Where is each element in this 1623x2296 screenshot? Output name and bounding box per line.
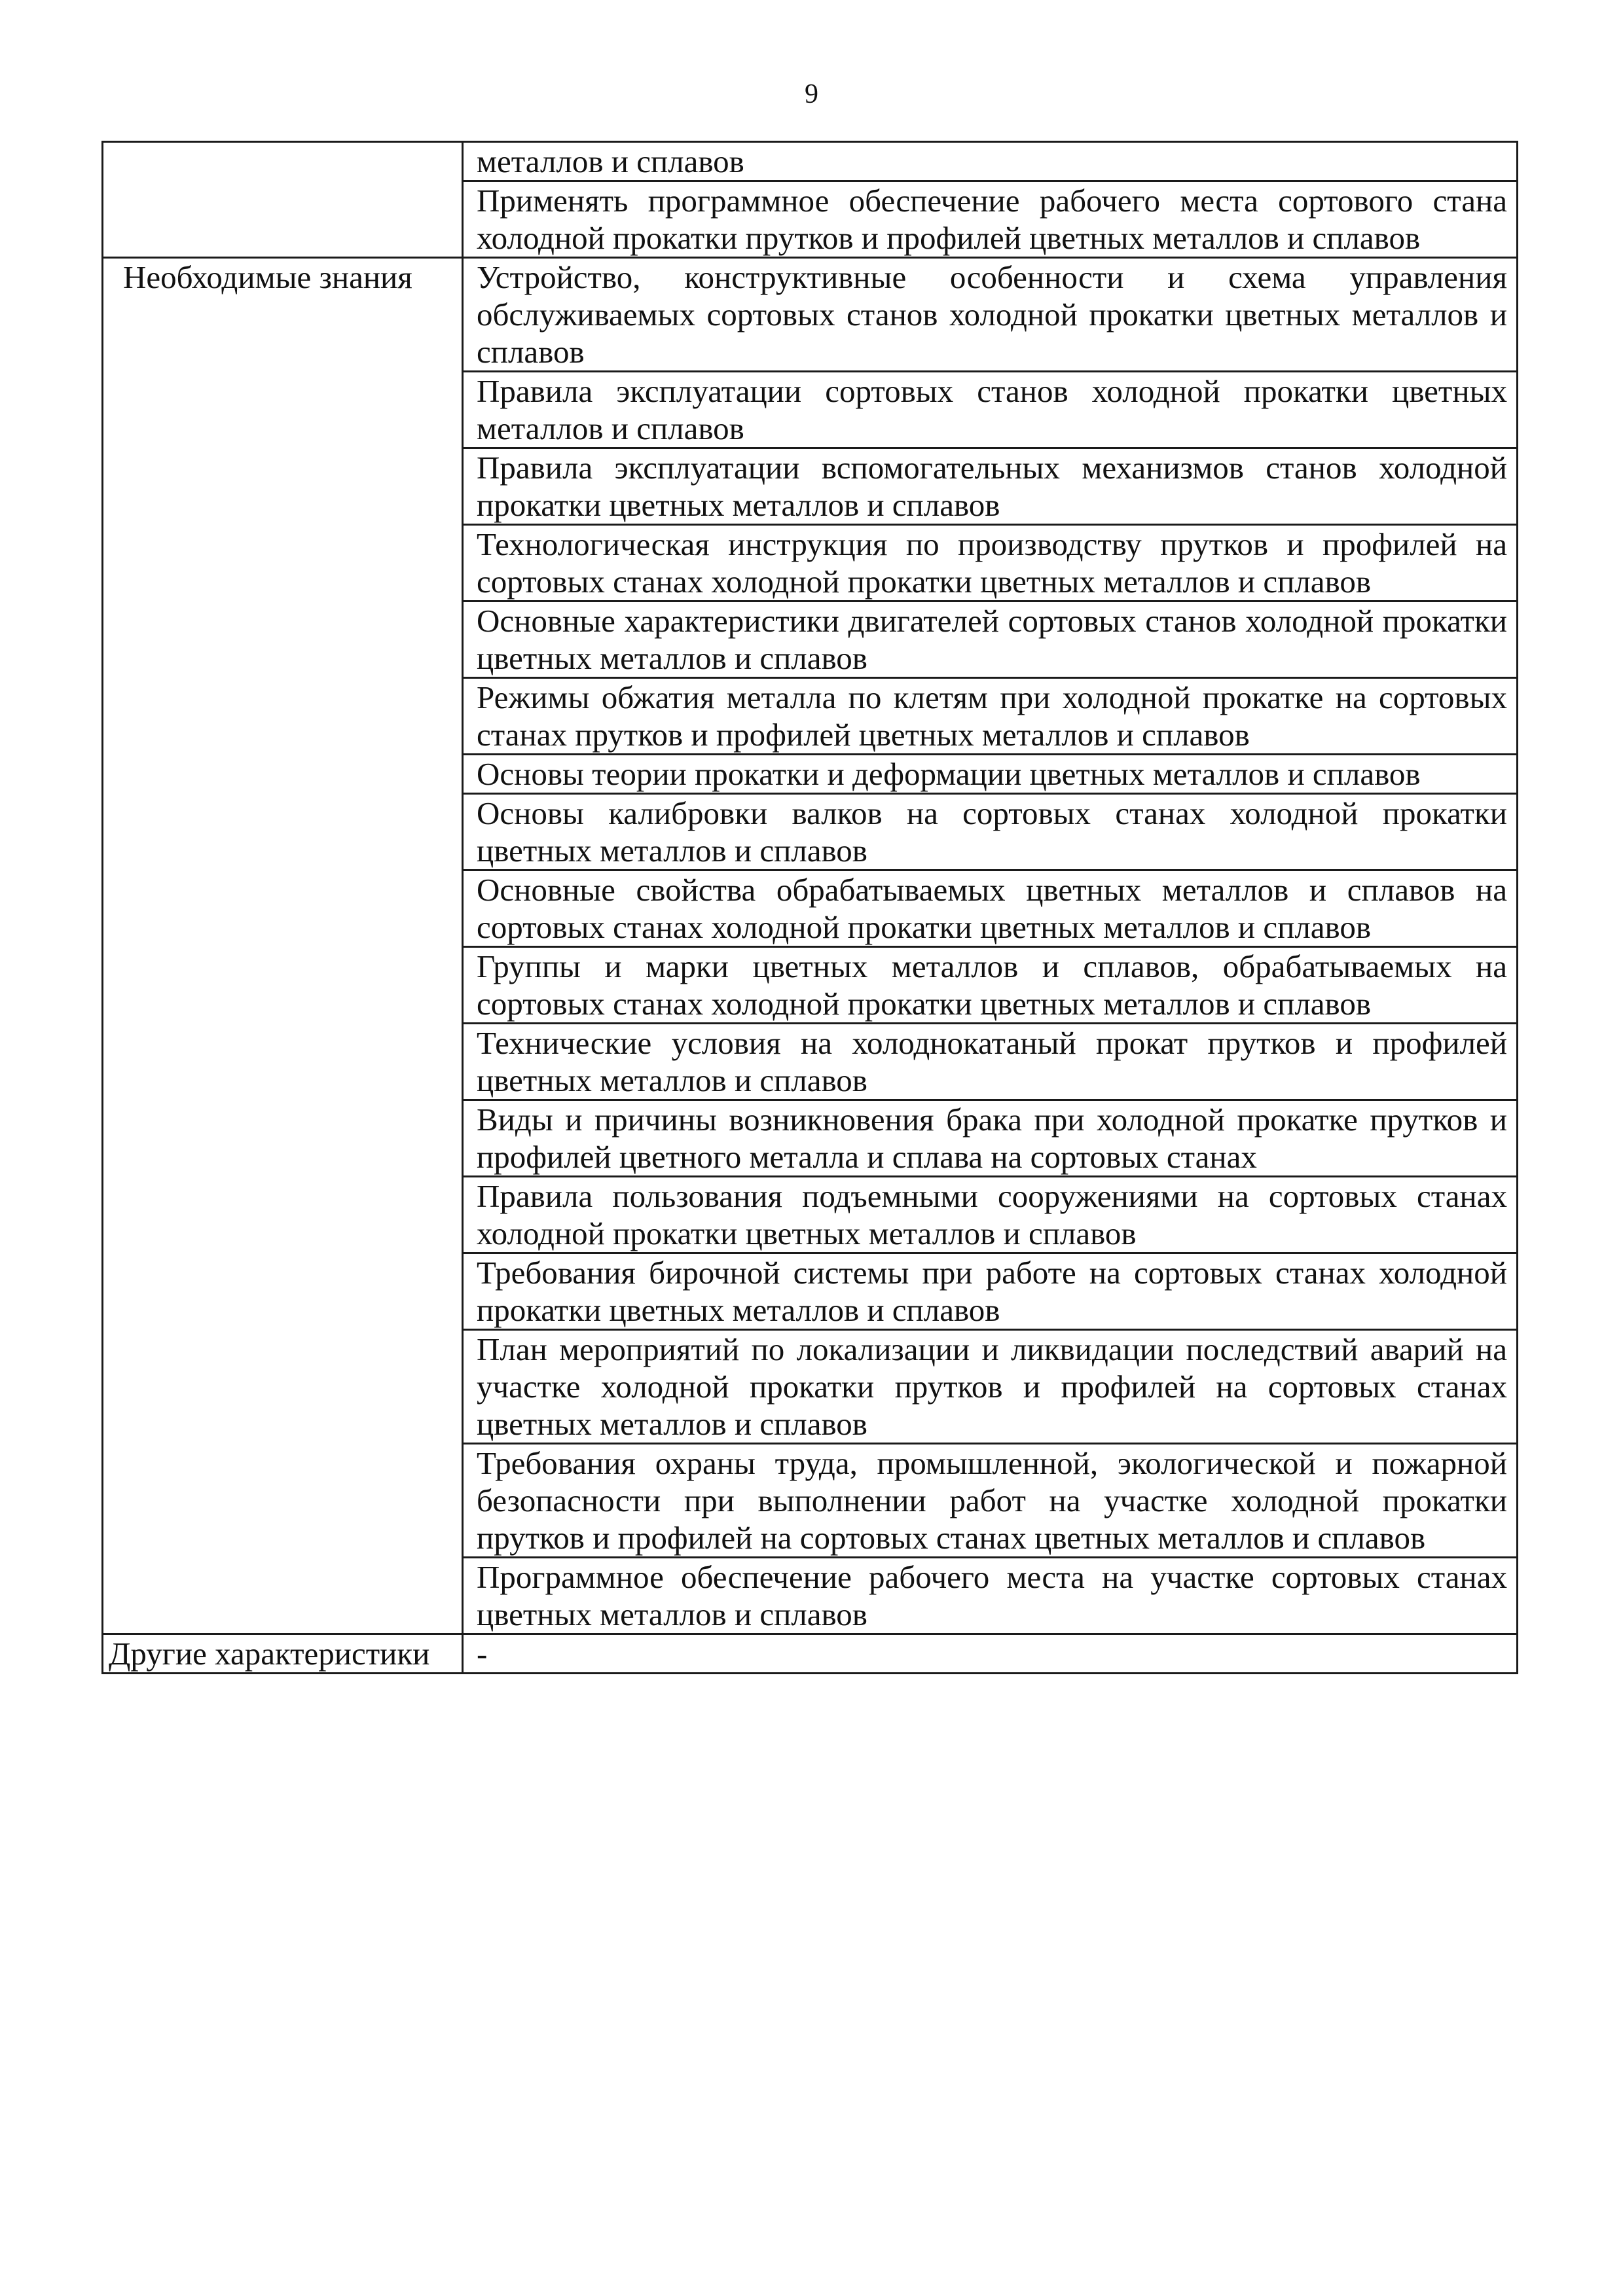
table-cell: металлов и сплавов — [463, 142, 1518, 181]
table-row — [103, 142, 1518, 181]
table-cell: План мероприятий по локализации и ликвидации последствий аварий на участке холодной прокатки прутков и профилей на сортовых станах цветных металлов и сплавов — [463, 1330, 1518, 1444]
page-number: 9 — [805, 79, 818, 109]
table-cell: Требования бирочной системы при работе на сортовых станах холодной прокатки цветных металлов и сплавов — [463, 1253, 1518, 1330]
table-cell: Основные характеристики двигателей сортовых станов холодной прокатки цветных металлов и сплавов — [463, 601, 1518, 678]
requirements-table — [101, 141, 1518, 1674]
table-cell: Требования охраны труда, промышленной, экологической и пожарной безопасности при выполнении работ на участке холодной прокатки прутков и профилей на сортовых станах цветных металлов и сплавов — [463, 1444, 1518, 1558]
table-cell: Группы и марки цветных металлов и сплавов, обрабатываемых на сортовых станах холодной прокатки цветных металлов и сплавов — [463, 947, 1518, 1024]
table-cell: Устройство, конструктивные особенности и схема управления обслуживаемых сортовых станов холодной прокатки цветных металлов и сплавов — [463, 258, 1518, 372]
knowledge-label-cell: Необходимые знания — [103, 258, 463, 1634]
table-cell: Основные свойства обрабатываемых цветных металлов и сплавов на сортовых станах холодной прокатки цветных металлов и сплавов — [463, 870, 1518, 947]
table-cell: Применять программное обеспечение рабочего места сортового стана холодной прокатки прутков и профилей цветных металлов и сплавов — [463, 181, 1518, 258]
table-cell: Основы калибровки валков на сортовых станах холодной прокатки цветных металлов и сплавов — [463, 794, 1518, 870]
other-value-cell: - — [463, 1634, 1518, 1674]
table-row — [103, 1634, 1518, 1674]
continuation-label-cell — [103, 142, 463, 258]
table-row — [103, 258, 1518, 372]
table-cell: Правила эксплуатации вспомогательных механизмов станов холодной прокатки цветных металлов и сплавов — [463, 448, 1518, 525]
table-cell: Правила эксплуатации сортовых станов холодной прокатки цветных металлов и сплавов — [463, 372, 1518, 448]
other-label-cell: Другие характеристики — [103, 1634, 463, 1674]
table-cell: Технологическая инструкция по производству прутков и профилей на сортовых станах холодной прокатки цветных металлов и сплавов — [463, 525, 1518, 601]
table-cell: Правила пользования подъемными сооружениями на сортовых станах холодной прокатки цветных металлов и сплавов — [463, 1177, 1518, 1253]
table-cell: Виды и причины возникновения брака при холодной прокатке прутков и профилей цветного металла и сплава на сортовых станах — [463, 1100, 1518, 1177]
table-cell: Программное обеспечение рабочего места на участке сортовых станах цветных металлов и сплавов — [463, 1558, 1518, 1634]
table-cell: Основы теории прокатки и деформации цветных металлов и сплавов — [463, 755, 1518, 794]
table-cell: Технические условия на холоднокатаный прокат прутков и профилей цветных металлов и сплавов — [463, 1024, 1518, 1100]
table-cell: Режимы обжатия металла по клетям при холодной прокатке на сортовых станах прутков и профилей цветных металлов и сплавов — [463, 678, 1518, 755]
